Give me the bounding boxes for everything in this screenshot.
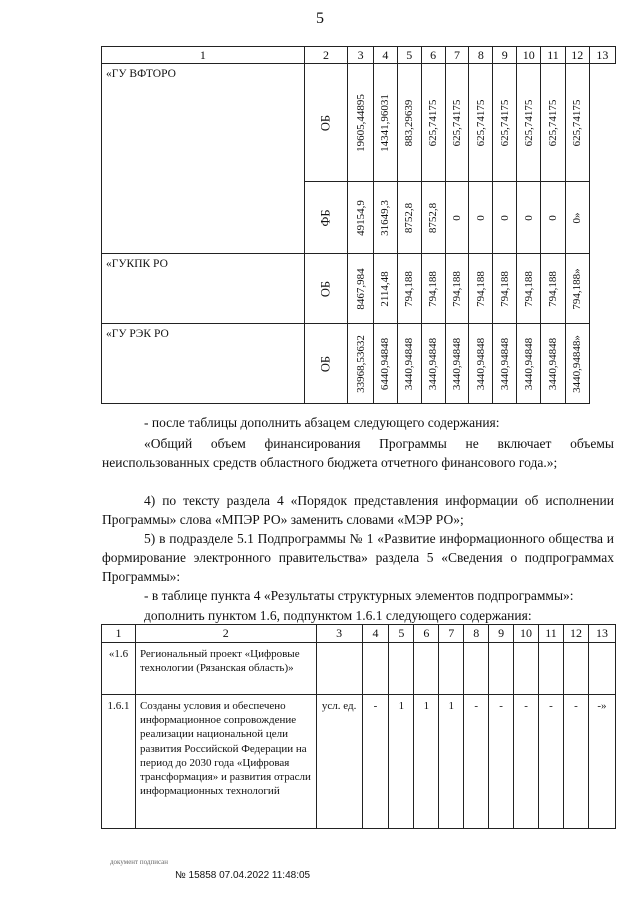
value-cell: 625,74175 [565,64,589,182]
value-cell: 3440,94848 [493,324,517,404]
value-cell: 2114,48 [374,254,398,324]
paragraph-table-ref: - в таблице пункта 4 «Результаты структурных элементов подпрограммы»: [144,588,574,603]
value-cell: 14341,96031 [374,64,398,182]
value-cell: 19605,44895 [348,64,374,182]
value-cell: 625,74175 [421,64,445,182]
value-cell: 31649,3 [374,182,398,254]
value-cell: 625,74175 [517,64,541,182]
value-cell: 6440,94848 [374,324,398,404]
header-cell: 5 [397,47,421,64]
header-cell: 12 [563,625,588,643]
value-cell: 49154,9 [348,182,374,254]
header-cell: 2 [304,47,348,64]
value-cell: 794,188 [445,254,469,324]
value-cell: 3440,94848 [421,324,445,404]
header-cell: 2 [135,625,316,643]
header-cell: 7 [445,47,469,64]
table-row: 1.6.1 Созданы условия и обеспечено информационное сопровождение реализации национальной цели развития Российской Федерации на период до 2030 года «Цифровая трансформация» и развития отрасли информационных технологий усл. ед. - 1 1 1 - - - - - -» [102,695,616,829]
table-row [102,64,616,182]
value-cell: 625,74175 [445,64,469,182]
value-cell: 794,188 [421,254,445,324]
value-cell: 8467,984 [348,254,374,324]
value-cell: 3440,94848» [565,324,589,404]
value-cell: 0» [565,182,589,254]
header-cell: 6 [421,47,445,64]
value-cell: 794,188» [565,254,589,324]
value-cell: 794,188 [541,254,565,324]
value-cell: 8752,8 [397,182,421,254]
document-registration: № 15858 07.04.2022 11:48:05 [175,870,311,881]
header-cell: 1 [102,625,136,643]
row-number: «1.6 [102,643,136,695]
type-cell [304,254,348,324]
value-cell: 794,188 [493,254,517,324]
type-cell [304,64,348,182]
header-cell: 12 [565,47,589,64]
header-cell: 4 [362,625,389,643]
header-cell: 8 [464,625,489,643]
table-header-row [102,625,616,643]
paragraph-add: дополнить пунктом 1.6, подпунктом 1.6.1 следующего содержания: [144,608,532,623]
org-cell: «ГУ РЭК РО [102,324,305,404]
header-cell: 11 [539,625,564,643]
type-cell [304,324,348,404]
header-cell: 5 [389,625,414,643]
page-number: 5 [316,10,324,27]
paragraph-item-5: 5) в подразделе 5.1 Подпрограммы № 1 «Развитие информационного общества и формирование электронного правительства» раздела 5 «Сведения о подпрограммах Программы»: [102,531,614,584]
value-cell: 794,188 [517,254,541,324]
results-table [101,624,616,829]
financing-table [101,46,616,404]
header-cell: 10 [514,625,539,643]
row-number: 1.6.1 [102,695,136,829]
signature-stamp: документ подписан [110,858,169,866]
type-label: ФБ [318,208,333,227]
value-cell: 0 [493,182,517,254]
header-cell: 10 [517,47,541,64]
header-cell: 13 [588,625,615,643]
org-cell: «ГУКПК РО [102,254,305,324]
row-unit: усл. ед. [316,695,362,829]
row-name: Созданы условия и обеспечено информационное сопровождение реализации национальной цели развития Российской Федерации на период до 2030 года «Цифровая трансформация» и развития отрасли информационных технологий [135,695,316,829]
header-cell: 4 [374,47,398,64]
type-label: ОБ [318,114,333,131]
value-cell: 0 [517,182,541,254]
value-cell: 625,74175 [469,64,493,182]
row-name: Региональный проект «Цифровые технологии (Рязанская область)» [135,643,316,695]
paragraph-quote: «Общий объем финансирования Программы не включает объемы неиспользованных средств областного бюджета отчетного финансового года.»; [102,436,614,470]
type-label: ОБ [318,280,333,297]
header-cell: 13 [589,47,615,64]
header-cell: 1 [102,47,305,64]
value-cell: 8752,8 [421,182,445,254]
header-cell: 6 [414,625,439,643]
value-cell: 794,188 [397,254,421,324]
value-cell: 0 [445,182,469,254]
table-row [102,643,616,695]
value-cell: 883,29639 [397,64,421,182]
value-cell: 3440,94848 [469,324,493,404]
header-cell: 9 [489,625,514,643]
header-cell: 3 [316,625,362,643]
type-cell [304,182,348,254]
value-cell: 33968,53632 [348,324,374,404]
value-cell: 794,188 [469,254,493,324]
row-unit [316,643,362,695]
header-cell: 8 [469,47,493,64]
type-label: ОБ [318,355,333,372]
header-cell: 3 [348,47,374,64]
table-row [102,254,616,324]
value-cell: 3440,94848 [397,324,421,404]
table-header-row [102,47,616,64]
header-cell: 7 [439,625,464,643]
value-cell: 3440,94848 [541,324,565,404]
org-cell: «ГУ ВФТОРО [102,64,305,254]
value-cell: 3440,94848 [517,324,541,404]
value-cell: 0 [541,182,565,254]
paragraph-append: - после таблицы дополнить абзацем следующего содержания: [144,415,500,430]
value-cell: 0 [469,182,493,254]
header-cell: 9 [493,47,517,64]
value-cell: 625,74175 [541,64,565,182]
header-cell: 11 [541,47,565,64]
paragraph-item-4: 4) по тексту раздела 4 «Порядок представления информации об исполнении Программы» слова «МПЭР РО» заменить словами «МЭР РО»; [102,493,614,527]
value-cell: 625,74175 [493,64,517,182]
value-cell: 3440,94848 [445,324,469,404]
table-row [102,324,616,404]
